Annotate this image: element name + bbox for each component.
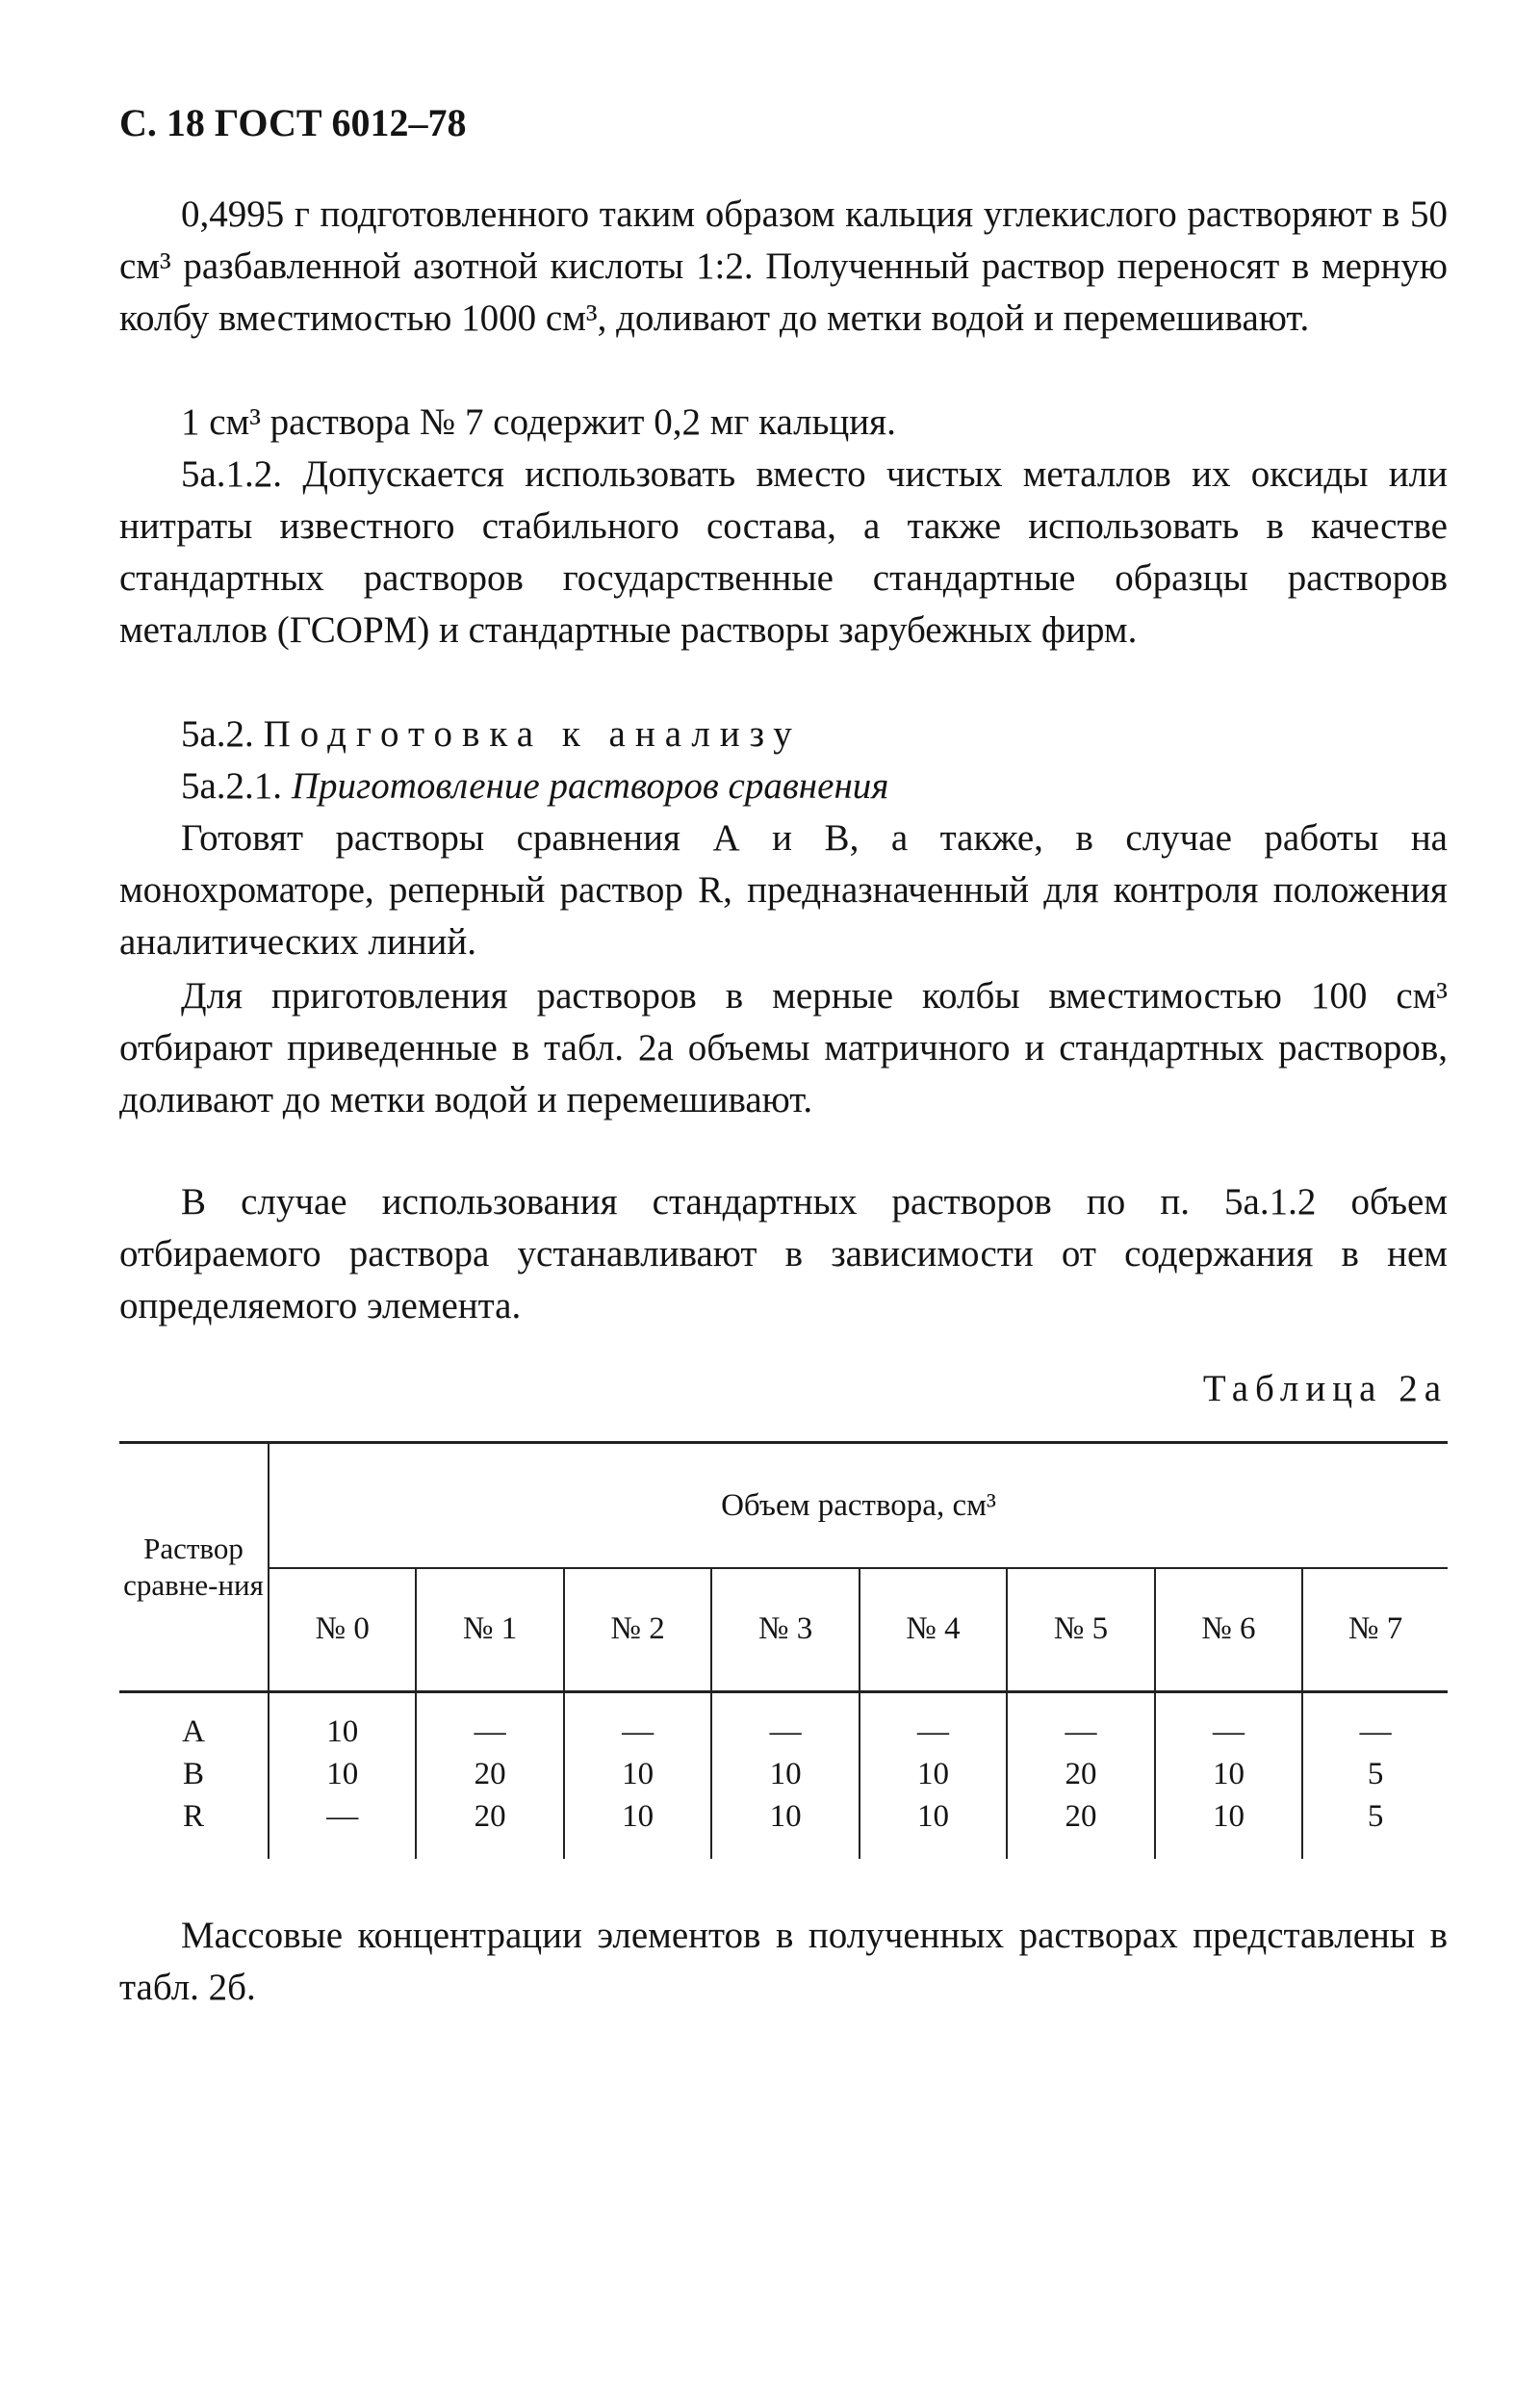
table-value: —	[326, 1798, 359, 1834]
table-value: 10	[917, 1756, 950, 1791]
table-value: 10	[622, 1798, 654, 1834]
column-header: № 7	[1302, 1568, 1448, 1691]
table-value: 10	[1212, 1798, 1245, 1834]
section-number: 5а.2.	[181, 713, 254, 755]
table-cell-col-0	[269, 1691, 416, 1859]
paragraph-8: В случае использования стандартных растворов по п. 5а.1.2 объем отбираемого раствора устанавливают в зависимости от содержания в нем определяемого элемента.	[119, 1181, 1448, 1326]
table-value: —	[1065, 1713, 1097, 1749]
table-value: —	[1359, 1713, 1392, 1749]
paragraph-7: Для приготовления растворов в мерные колбы вместимостью 100 см³ отбирают приведенные в табл. 2а объемы матричного и стандартных растворов, доливают до метки водой и перемешивают.	[119, 975, 1448, 1120]
row-labels-cell	[119, 1691, 269, 1859]
table-value: 20	[1065, 1798, 1097, 1834]
table-value: —	[1212, 1713, 1245, 1749]
table-value: 10	[769, 1756, 802, 1791]
column-header: № 2	[564, 1568, 711, 1691]
table-cell-col-7	[1302, 1691, 1448, 1859]
column-header: № 4	[860, 1568, 1007, 1691]
section-title: Подготовка к анализу	[263, 713, 802, 755]
table-value: 10	[326, 1713, 359, 1749]
row-header-text: Раствор сравне-ния	[123, 1531, 264, 1602]
column-header: № 0	[269, 1568, 416, 1691]
table-value: —	[474, 1713, 506, 1749]
row-label: А	[182, 1713, 205, 1749]
table-caption: Таблица 2а	[1202, 1368, 1448, 1409]
table-cell-col-5	[1007, 1691, 1154, 1859]
row-header-cell	[119, 1443, 269, 1692]
table-value: 5	[1367, 1798, 1384, 1834]
table-value: 10	[622, 1756, 654, 1791]
table-cell-col-1	[416, 1691, 563, 1859]
section-heading	[119, 708, 1448, 760]
table-value: 20	[1065, 1756, 1097, 1791]
table-2a	[119, 1441, 1448, 1859]
subsection-title: Приготовление растворов сравнения	[291, 765, 889, 807]
column-header: № 1	[416, 1568, 563, 1691]
column-header: № 3	[711, 1568, 859, 1691]
row-label: В	[182, 1756, 204, 1791]
table-value: 20	[474, 1756, 506, 1791]
subsection-heading	[119, 760, 1448, 812]
table-cell-col-3	[711, 1691, 859, 1859]
table-value: 10	[326, 1756, 359, 1791]
table-cell-col-4	[860, 1691, 1007, 1859]
paragraph-9: Массовые концентрации элементов в полученных растворах представлены в табл. 2б.	[119, 1915, 1448, 2008]
subsection-number: 5а.2.1.	[181, 765, 283, 807]
paragraph-1: 0,4995 г подготовленного таким образом кальция углекислого растворяют в 50 см³ разбавленной азотной кислоты 1:2. Полученный раствор переносят в мерную колбу вместимостью 1000 см³, доливают до метки водой и перемешивают.	[119, 193, 1448, 339]
paragraph-3: 5а.1.2. Допускается использовать вместо чистых металлов их оксиды или нитраты известного стабильного состава, а также использовать в качестве стандартных растворов государственные стандартные образцы растворов металлов (ГСОРМ) и стандартные растворы зарубежных фирм.	[119, 453, 1448, 651]
table-value: —	[917, 1713, 950, 1749]
table-value: 5	[1367, 1756, 1384, 1791]
table-value: 10	[1212, 1756, 1245, 1791]
table-value: 10	[917, 1798, 950, 1834]
table-cell-col-6	[1155, 1691, 1302, 1859]
paragraph-2: 1 см³ раствора № 7 содержит 0,2 мг кальция.	[181, 401, 896, 443]
table-value: 20	[474, 1798, 506, 1834]
table-value: —	[622, 1713, 654, 1749]
table-cell-col-2	[564, 1691, 711, 1859]
paragraph-6: Готовят растворы сравнения А и В, а также, в случае работы на монохроматоре, реперный раствор R, предназначенный для контроля положения аналитических линий.	[119, 817, 1448, 963]
column-header: № 6	[1155, 1568, 1302, 1691]
table-value: —	[769, 1713, 802, 1749]
page-header: С. 18 ГОСТ 6012–78	[119, 101, 467, 144]
column-header: № 5	[1007, 1568, 1154, 1691]
group-header-text: Объем раствора, см³	[721, 1487, 996, 1523]
row-label: R	[182, 1798, 204, 1834]
table-value: 10	[769, 1798, 802, 1834]
group-header-cell	[269, 1443, 1448, 1569]
